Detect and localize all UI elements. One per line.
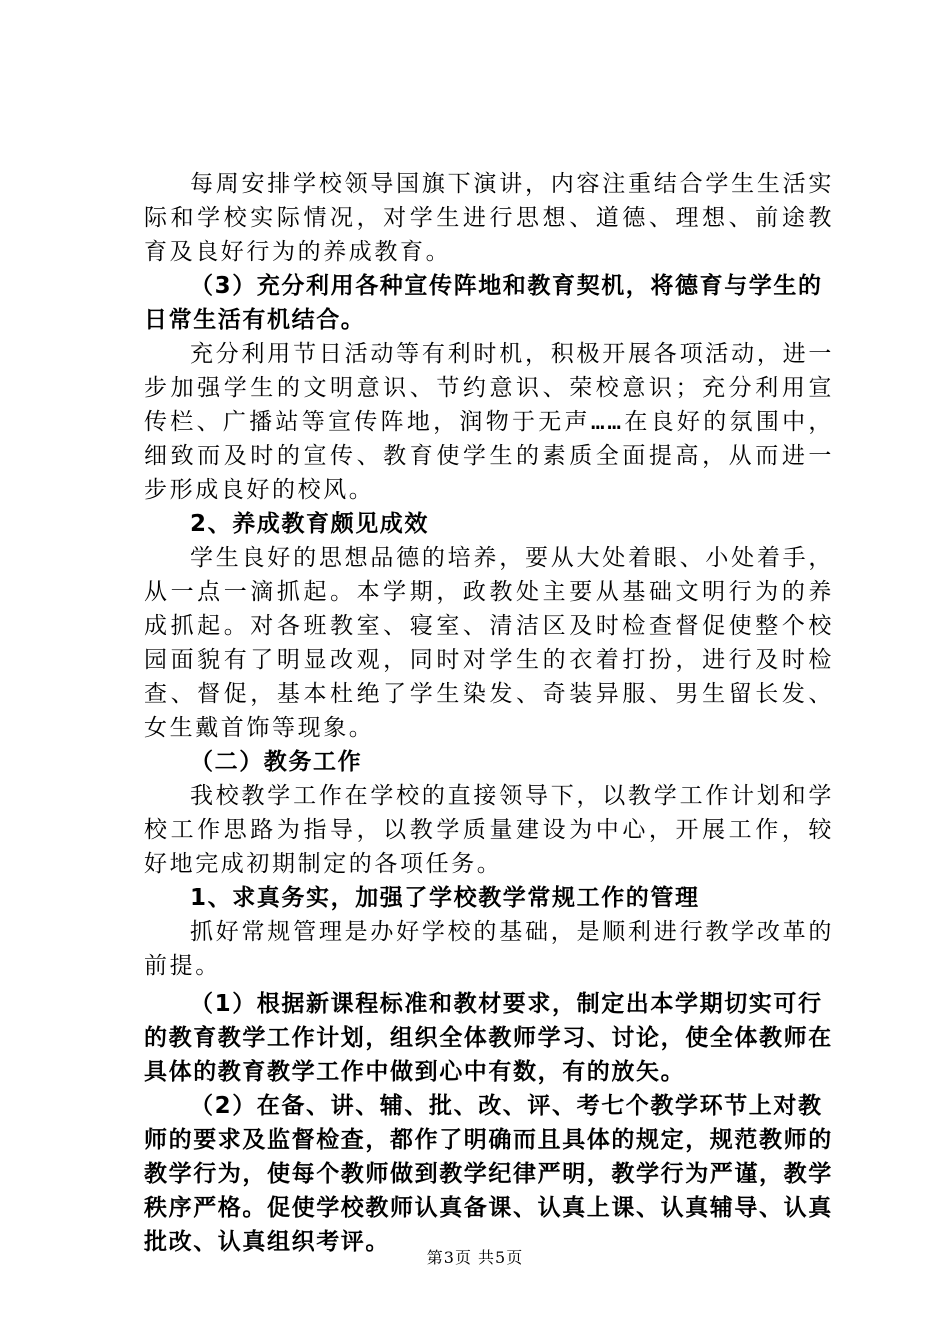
section-heading: （3）充分利用各种宣传阵地和教育契机，将德育与学生的日常生活有机结合。: [144, 273, 823, 333]
document-body: [144, 167, 834, 1259]
paragraph: 学生良好的思想品德的培养，要从大处着眼、小处着手，从一点一滴抓起。本学期，政教处主要从基础文明行为的养成抓起。对各班教室、寝室、清洁区及时检查督促使整个校园面貌有了明显改观，同时对学生的衣着打扮，进行及时检查、督促，基本杜绝了学生染发、奇装异服、男生留长发、女生戴首饰等现象。: [144, 545, 834, 741]
paragraph: 我校教学工作在学校的直接领导下，以教学工作计划和学校工作思路为指导，以教学质量建设为中心，开展工作，较好地完成初期制定的各项任务。: [144, 783, 834, 877]
section-heading: 2、养成教育颇见成效: [190, 511, 430, 537]
paragraph: 充分利用节日活动等有利时机，积极开展各项活动，进一步加强学生的文明意识、节约意识、荣校意识；充分利用宣传栏、广播站等宣传阵地，润物于无声……在良好的氛围中，细致而及时的宣传、教育使学生的素质全面提高，从而进一步形成良好的校风。: [144, 341, 834, 503]
paragraph: 每周安排学校领导国旗下演讲，内容注重结合学生生活实际和学校实际情况，对学生进行思想、道德、理想、前途教育及良好行为的养成教育。: [144, 171, 834, 265]
section-heading: （二）教务工作: [190, 749, 363, 775]
paragraph: 抓好常规管理是办好学校的基础，是顺利进行教学改革的前提。: [144, 919, 834, 979]
section-heading: （1）根据新课程标准和教材要求，制定出本学期切实可行的教育教学工作计划，组织全体教师学习、讨论，使全体教师在具体的教育教学工作中做到心中有数，有的放矢。: [144, 991, 833, 1085]
section-heading: 1、求真务实，加强了学校教学常规工作的管理: [190, 885, 700, 911]
section-heading: （2）在备、讲、辅、批、改、评、考七个教学环节上对教师的要求及监督检查，都作了明确而且具体的规定，规范教师的教学行为，使每个教师做到教学纪律严明，教学行为严谨，教学秩序严格。促使学校教师认真备课、认真上课、认真辅导、认真批改、认真组织考评。: [144, 1093, 833, 1255]
page-number-footer: 第3页 共5页: [426, 1248, 524, 1267]
